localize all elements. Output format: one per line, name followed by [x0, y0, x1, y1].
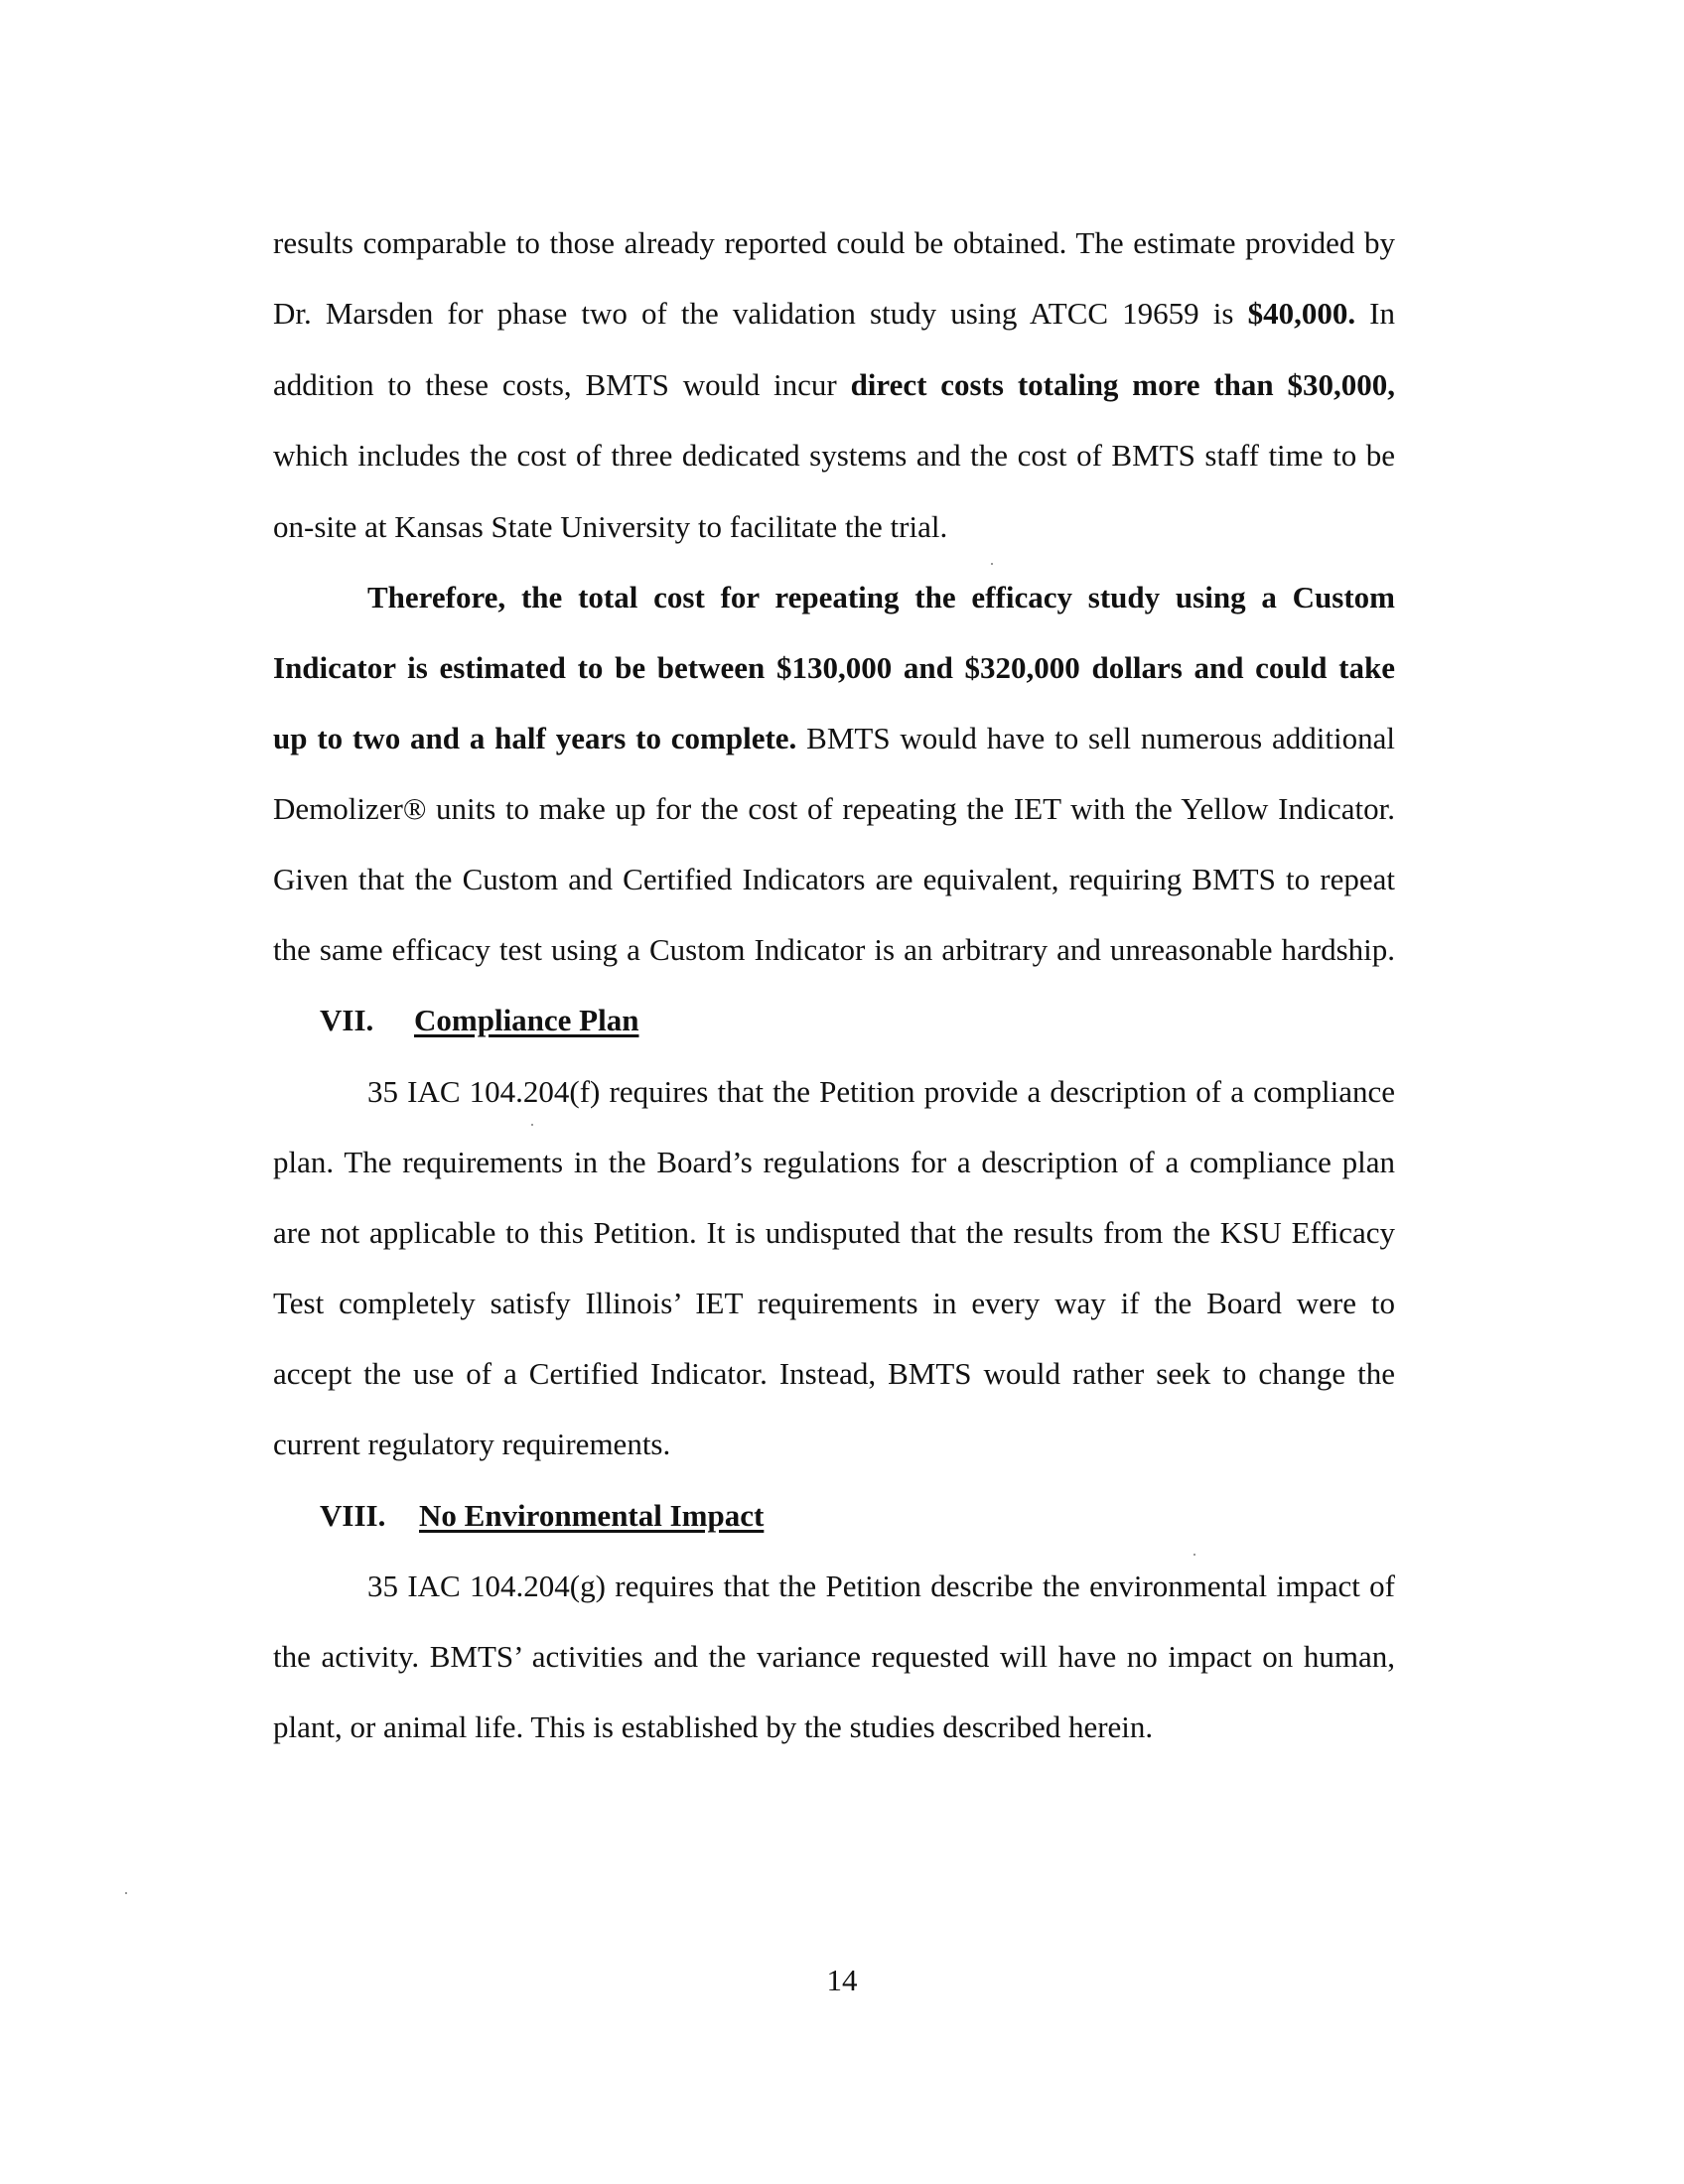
- text-run: Dr. Marsden for phase two of the validation study using ATCC 19659 is: [273, 296, 1248, 331]
- paragraph-1-line-5: on-site at Kansas State University to facilitate the trial.: [273, 509, 948, 544]
- section-vii-heading: [320, 1001, 638, 1040]
- paragraph-2-line-1: Therefore, the total cost for repeating the efficacy study using a Custom: [367, 580, 1395, 614]
- paragraph-2-line-5: Given that the Custom and Certified Indicators are equivalent, requiring BMTS to repeat: [273, 862, 1395, 896]
- section-viii-line-1: 35 IAC 104.204(g) requires that the Petition describe the environmental impact of: [367, 1569, 1395, 1603]
- text-run: addition to these costs, BMTS would incur: [273, 367, 851, 402]
- scan-speck: [991, 563, 993, 565]
- paragraph-1-line-4: which includes the cost of three dedicated systems and the cost of BMTS staff time to be: [273, 438, 1395, 473]
- bold-amount: $40,000.: [1247, 296, 1356, 331]
- paragraph-2-line-3: [273, 719, 1395, 758]
- bold-duration: up to two and a half years to complete.: [273, 721, 797, 755]
- section-viii-line-2: the activity. BMTS’ activities and the variance requested will have no impact on human,: [273, 1639, 1395, 1674]
- paragraph-2-line-4: Demolizer® units to make up for the cost of repeating the IET with the Yellow Indicator.: [273, 791, 1395, 826]
- section-vii-line-5: accept the use of a Certified Indicator. Instead, BMTS would rather seek to change the: [273, 1356, 1395, 1391]
- section-number: VIII.: [320, 1498, 386, 1533]
- scan-speck: [1193, 1554, 1195, 1556]
- section-vii-line-4: Test completely satisfy Illinois’ IET requirements in every way if the Board were to: [273, 1286, 1395, 1320]
- section-vii-line-6: current regulatory requirements.: [273, 1427, 671, 1461]
- scan-speck: [125, 1892, 127, 1894]
- section-title: Compliance Plan: [414, 1003, 639, 1037]
- section-viii-heading: [320, 1496, 764, 1536]
- paragraph-1-line-3: [273, 365, 1395, 405]
- paragraph-1-line-2: [273, 294, 1395, 334]
- text-run: In: [1355, 296, 1395, 331]
- page-number: 14: [826, 1963, 858, 1997]
- section-title: No Environmental Impact: [419, 1498, 765, 1533]
- text-run: BMTS would have to sell numerous additional: [796, 721, 1396, 755]
- section-vii-line-3: are not applicable to this Petition. It is undisputed that the results from the KSU Efficacy: [273, 1215, 1395, 1250]
- section-vii-line-1: 35 IAC 104.204(f) requires that the Petition provide a description of a compliance: [367, 1074, 1395, 1109]
- paragraph-1-line-1: results comparable to those already reported could be obtained. The estimate provided by: [273, 225, 1395, 260]
- scan-speck: [531, 1124, 533, 1126]
- paragraph-2-line-6: the same efficacy test using a Custom Indicator is an arbitrary and unreasonable hardship.: [273, 932, 1395, 967]
- section-viii-line-3: plant, or animal life. This is established by the studies described herein.: [273, 1709, 1154, 1744]
- section-number: VII.: [320, 1003, 374, 1037]
- bold-direct-costs: direct costs totaling more than $30,000,: [850, 367, 1395, 402]
- paragraph-2-line-2: Indicator is estimated to be between $130,000 and $320,000 dollars and could take: [273, 650, 1395, 685]
- section-vii-line-2: plan. The requirements in the Board’s regulations for a description of a compliance plan: [273, 1145, 1395, 1179]
